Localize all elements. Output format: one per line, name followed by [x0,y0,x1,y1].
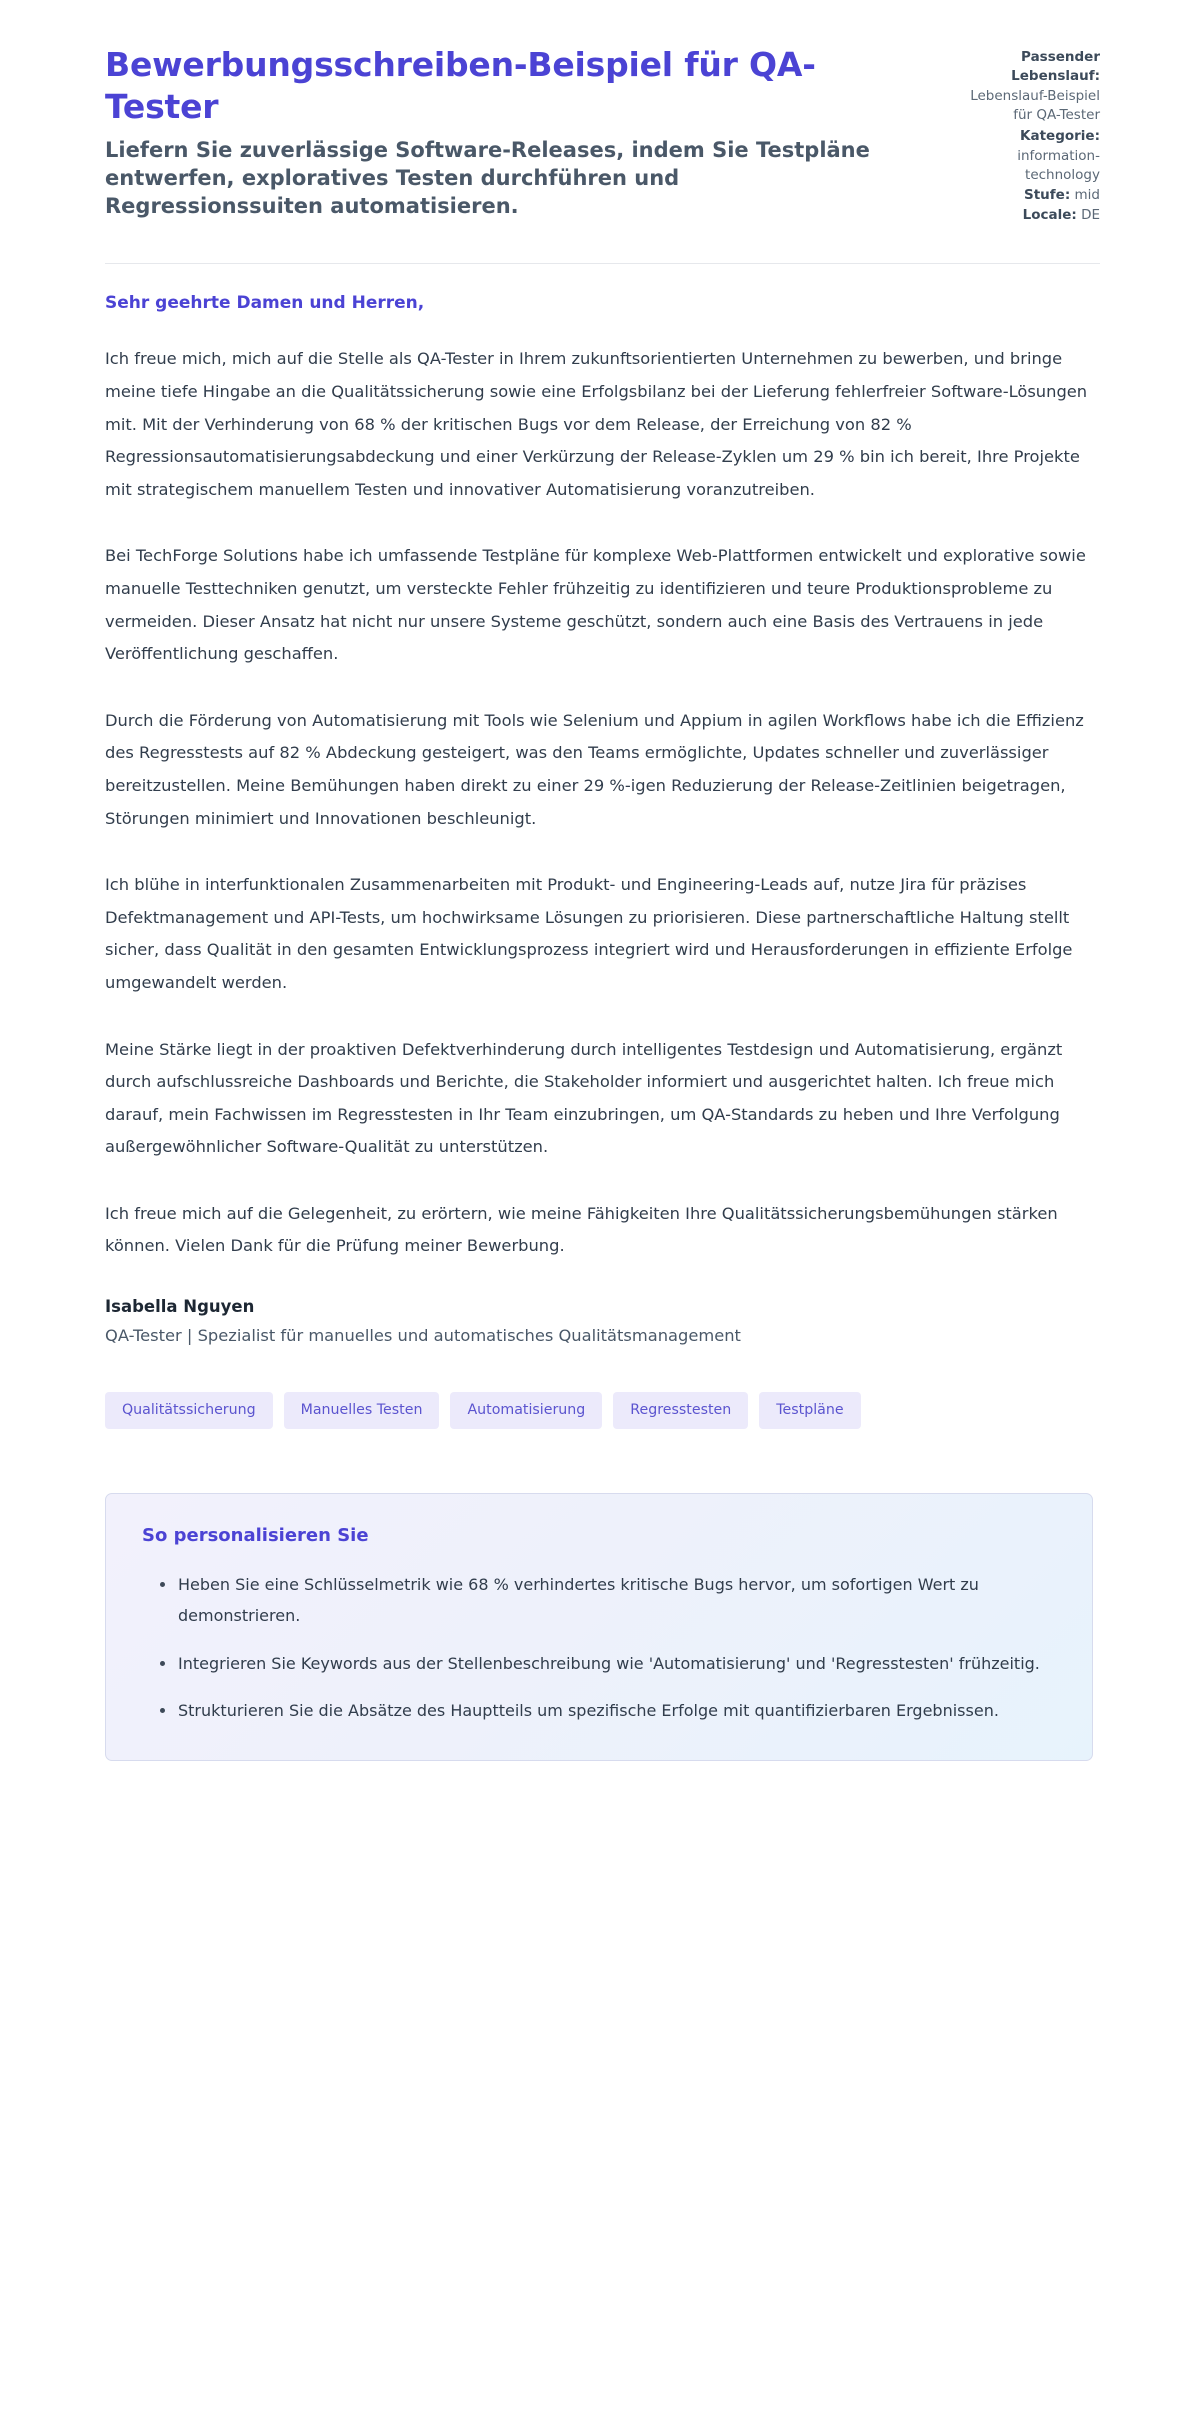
letter-paragraph: Durch die Förderung von Automatisierung mit Tools wie Selenium und Appium in agilen Workflows habe ich die Effizienz des Regresstests auf 82 % Abdeckung gesteigert, was den Teams ermöglichte, Updates schneller und zuverlässiger bereitzustellen. Meine Bemühungen haben direkt zu einer 29 %-igen Reduzierung der Release-Zeitlinien beigetragen, Störungen minimiert und Innovationen beschleunigt. [105,710,1084,828]
meta-label-locale: Locale: [1022,207,1077,224]
tag-chip[interactable]: Manuelles Testen [284,1392,440,1429]
signature-block [105,1297,1100,1345]
signature-role: QA-Tester | Spezialist für manuelles und automatisches Qualitätsmanagement [105,1326,741,1346]
meta-row-resume [950,48,1100,86]
tag-chip[interactable]: Automatisierung [450,1392,602,1429]
callout-list-item: Integrieren Sie Keywords aus der Stellenbeschreibung wie 'Automatisierung' und 'Regresstesten' frühzeitig. [164,1648,1056,1679]
callout-title: So personalisieren Sie [142,1525,369,1547]
letter-paragraph: Ich blühe in interfunktionalen Zusammenarbeiten mit Produkt- und Engineering-Leads auf, nutze Jira für präzises Defektmanagement und API-Tests, um hochwirksame Lösungen zu priorisieren. Diese partnerschaftliche Haltung stellt sicher, dass Qualität in den gesamten Entwicklungsprozess integriert wird und Herausforderungen in effiziente Erfolge umgewandelt werden. [105,875,1073,992]
meta-value-resume: Lebenslauf-Beispiel für QA-Tester [970,88,1100,124]
tag-chip[interactable]: Testpläne [759,1392,860,1429]
meta-value-level: mid [1074,187,1100,204]
letter-paragraph: Bei TechForge Solutions habe ich umfassende Testpläne für komplexe Web-Plattformen entwickelt und explorative sowie manuelle Testtechniken genutzt, um versteckte Fehler frühzeitig zu identifizieren und teure Produktionsprobleme zu vermeiden. Dieser Ansatz hat nicht nur unsere Systeme geschützt, sondern auch eine Basis des Vertrauens in jede Veröffentlichung geschaffen. [105,546,1086,664]
header-text-block [105,44,895,221]
tag-chip[interactable]: Qualitätssicherung [105,1392,273,1429]
letter-paragraph: Ich freue mich auf die Gelegenheit, zu erörtern, wie meine Fähigkeiten Ihre Qualitätssicherungsbemühungen stärken können. Vielen Dank für die Prüfung meiner Bewerbung. [105,1203,1058,1256]
meta-label-resume: Passender Lebenslauf: [1011,49,1100,85]
tag-chip[interactable]: Regresstesten [613,1392,748,1429]
document-metadata-panel [950,44,1100,226]
meta-label-level: Stufe: [1024,187,1071,204]
signature-name: Isabella Nguyen [105,1297,255,1317]
callout-tip-list [142,1569,1056,1726]
meta-value-category-row [950,147,1100,185]
letter-paragraph: Meine Stärke liegt in der proaktiven Defektverhinderung durch intelligentes Testdesign und Automatisierung, ergänzt durch aufschlussreiche Dashboards und Berichte, die Stakeholder informiert und ausgerichtet halten. Ich freue mich darauf, mein Fachwissen im Regresstesten in Ihr Team einzubringen, um QA-Standards zu heben und Ihre Verfolgung außergewöhnlicher Software-Qualität zu unterstützen. [105,1039,1063,1157]
meta-label-category: Kategorie: [1020,127,1100,144]
meta-row-locale [950,206,1100,225]
callout-list-item: Strukturieren Sie die Absätze des Hauptteils um spezifische Erfolge mit quantifizierbaren Ergebnissen. [164,1695,1056,1726]
page-subtitle: Liefern Sie zuverlässige Software-Releases, indem Sie Testpläne entwerfen, exploratives Testen durchführen und Regressionssuiten automatisieren. [105,137,870,218]
letter-paragraph: Ich freue mich, mich auf die Stelle als QA-Tester in Ihrem zukunftsorientierten Unternehmen zu bewerben, und bringe meine tiefe Hingabe an die Qualitätssicherung sowie eine Erfolgsbilanz bei der Lieferung fehlerfreier Software-Lösungen mit. Mit der Verhinderung von 68 % der kritischen Bugs vor dem Release, der Erreichung von 82 % Regressionsautomatisierungsabdeckung und einer Verkürzung der Release-Zyklen um 29 % bin ich bereit, Ihre Projekte mit strategischem manuellem Testen und innovativer Automatisierung voranzutreiben. [105,349,1088,499]
meta-row-category [950,127,1100,146]
meta-value-category: information-technology [1017,147,1100,183]
page-header [105,44,1100,226]
tag-list [105,1392,1100,1429]
page-title: Bewerbungsschreiben-Beispiel für QA-Tester [105,45,816,126]
callout-list-item: Heben Sie eine Schlüsselmetrik wie 68 % verhindertes kritische Bugs hervor, um sofortigen Wert zu demonstrieren. [164,1569,1056,1631]
letter-body [105,264,1100,1263]
meta-value-resume-row [950,87,1100,125]
meta-row-level [950,186,1100,205]
meta-value-locale: DE [1081,207,1100,224]
personalization-callout [105,1493,1093,1761]
letter-salutation: Sehr geehrte Damen und Herren, [105,293,425,314]
